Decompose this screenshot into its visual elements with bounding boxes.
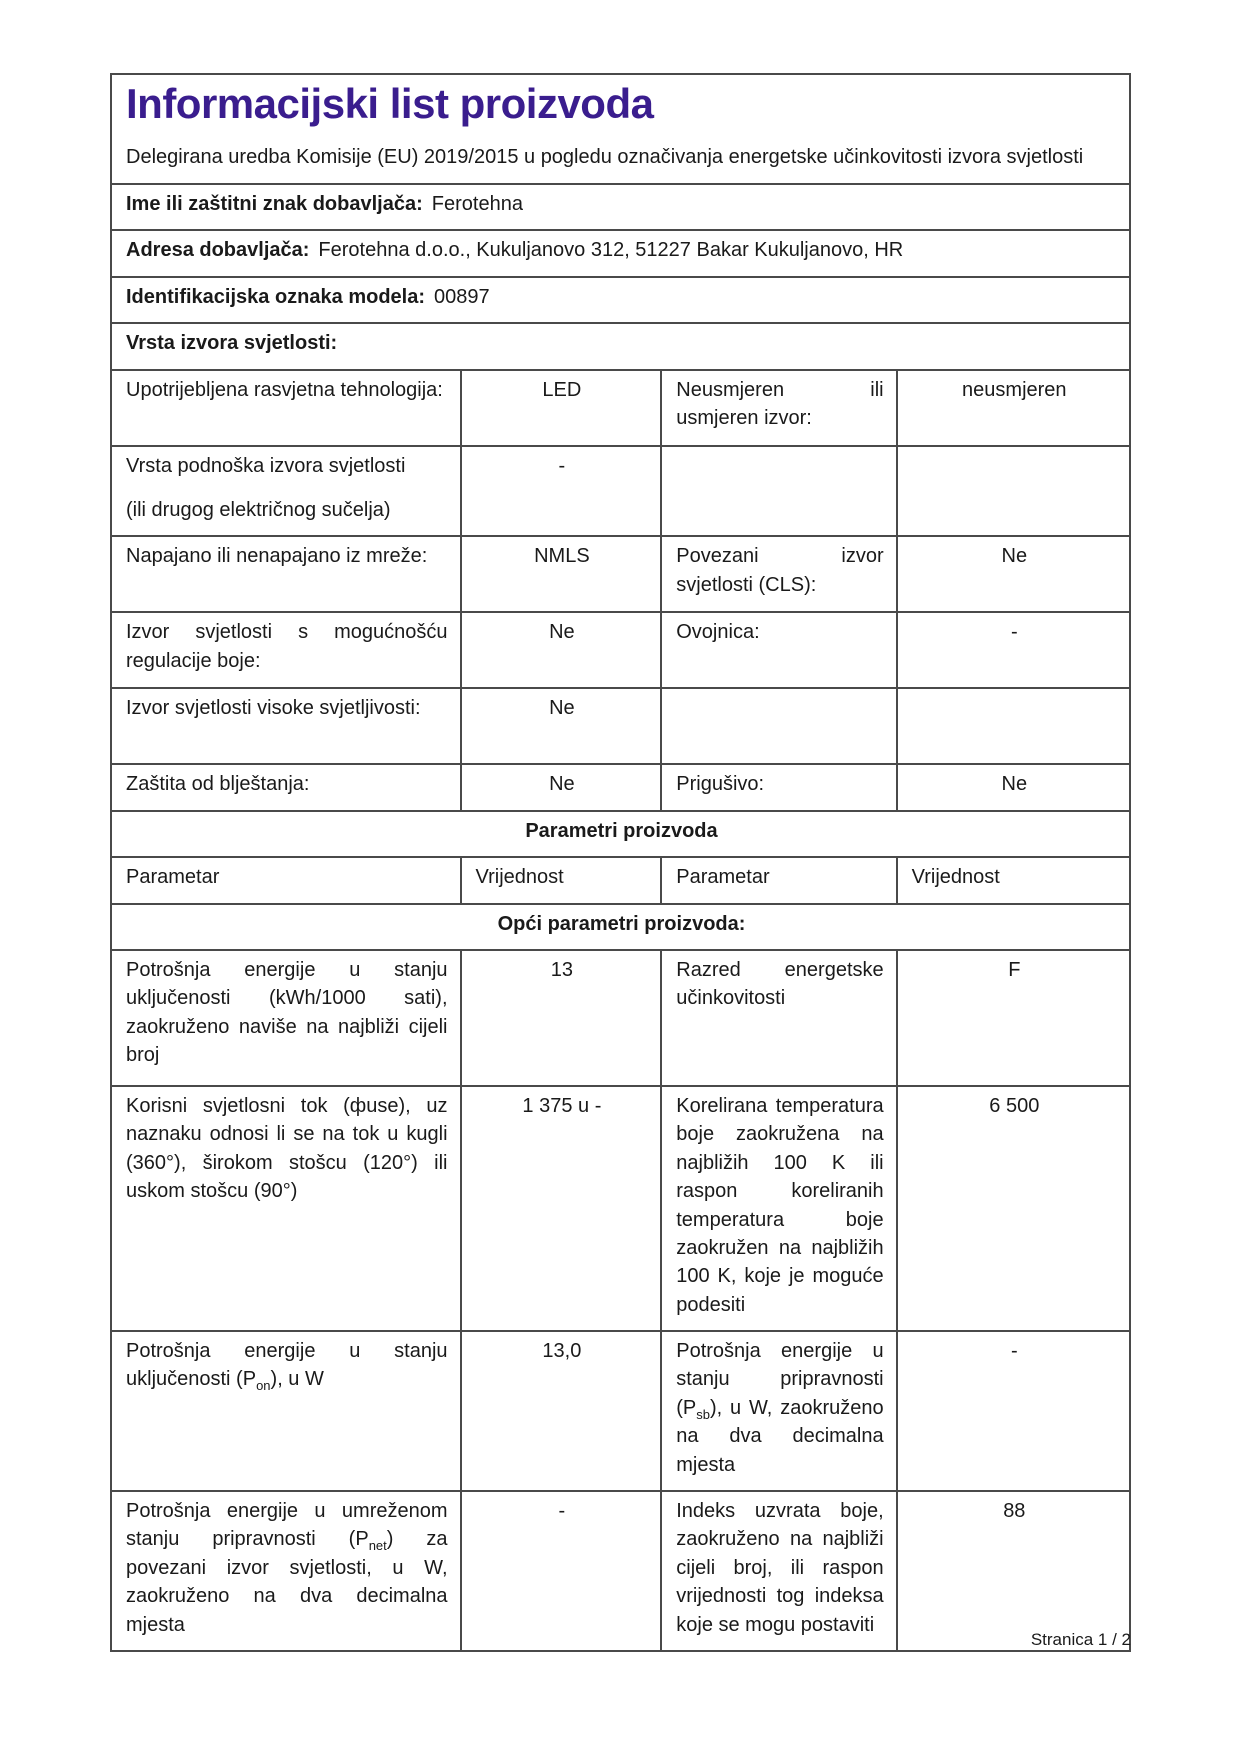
param-label: Izvor svjetlosti s mogućnošću regulacije boje: xyxy=(111,612,461,688)
supplier-address-label: Adresa dobavljača: xyxy=(126,239,310,262)
supplier-name-label: Ime ili zaštitni znak dobavljača: xyxy=(126,193,423,216)
table-row xyxy=(111,1491,1130,1651)
param-value: F xyxy=(897,950,1130,1086)
param-value: - xyxy=(461,446,662,537)
param-value xyxy=(897,688,1130,764)
column-header-row xyxy=(111,857,1130,903)
title-cell xyxy=(111,74,1130,184)
param-label-text: Potrošnja energije u stanju uključenosti (P xyxy=(126,1340,448,1391)
param-label xyxy=(661,1331,896,1491)
param-label-text: ), u W xyxy=(270,1368,324,1391)
model-id-row xyxy=(111,277,1130,323)
column-header-parameter-1: Parametar xyxy=(111,857,461,903)
column-header-value-1: Vrijednost xyxy=(461,857,662,903)
column-header-value-2: Vrijednost xyxy=(897,857,1130,903)
param-value: 13,0 xyxy=(461,1331,662,1491)
param-label: Napajano ili nenapajano iz mreže: xyxy=(111,536,461,612)
param-value: neusmjeren xyxy=(897,370,1130,446)
param-label: Neusmjeren ili usmjeren izvor: xyxy=(661,370,896,446)
column-header-parameter-2: Parametar xyxy=(661,857,896,903)
supplier-address-row xyxy=(111,230,1130,276)
param-label xyxy=(111,446,461,537)
param-value: 88 xyxy=(897,1491,1130,1651)
param-label: Povezani izvor svjetlosti (CLS): xyxy=(661,536,896,612)
page-title: Informacijski list proizvoda xyxy=(126,80,654,127)
param-label: Indeks uzvrata boje, zaokruženo na najbliži cijeli broj, ili raspon vrijednosti tog indeksa koje se mogu postaviti xyxy=(661,1491,896,1651)
supplier-name-value: Ferotehna xyxy=(431,193,523,216)
table-row xyxy=(111,370,1130,446)
param-value: - xyxy=(897,1331,1130,1491)
model-id-label: Identifikacijska oznaka modela: xyxy=(126,285,425,308)
table-row xyxy=(111,612,1130,688)
supplier-name-cell xyxy=(111,184,1130,230)
param-label: Zaštita od blještanja: xyxy=(111,764,461,810)
page-subtitle: Delegirana uredba Komisije (EU) 2019/2015 u pogledu označivanja energetske učinkovitosti izvora svjetlosti xyxy=(126,146,1084,169)
table-row xyxy=(111,536,1130,612)
param-label xyxy=(661,446,896,537)
general-parameters-heading-row xyxy=(111,904,1130,950)
product-information-table xyxy=(110,73,1131,1652)
table-row xyxy=(111,950,1130,1086)
general-parameters-heading: Opći parametri proizvoda: xyxy=(111,904,1130,950)
param-label-subscript: sb xyxy=(696,1406,710,1422)
param-value: 1 375 u - xyxy=(461,1086,662,1331)
param-value: NMLS xyxy=(461,536,662,612)
light-source-type-heading-row xyxy=(111,323,1130,369)
param-value: Ne xyxy=(461,612,662,688)
param-label xyxy=(661,688,896,764)
param-label: Prigušivo: xyxy=(661,764,896,810)
title-row xyxy=(111,74,1130,184)
model-id-value: 00897 xyxy=(434,285,490,308)
product-parameters-heading: Parametri proizvoda xyxy=(111,811,1130,857)
supplier-address-cell xyxy=(111,230,1130,276)
param-label: Izvor svjetlosti visoke svjetljivosti: xyxy=(111,688,461,764)
supplier-address-value: Ferotehna d.o.o., Kukuljanovo 312, 51227 Bakar Kukuljanovo, HR xyxy=(318,239,904,262)
param-label: Korelirana temperatura boje zaokružena na najbližih 100 K ili raspon koreliranih temperatura boje zaokružen na najbližih 100 K, koje je moguće podesiti xyxy=(661,1086,896,1331)
param-label: Razred energetske učinkovitosti xyxy=(661,950,896,1086)
param-value: 13 xyxy=(461,950,662,1086)
param-label-subscript: net xyxy=(368,1538,387,1554)
table-row xyxy=(111,688,1130,764)
table-row xyxy=(111,1086,1130,1331)
param-label-text: ) za povezani izvor svjetlosti, u W, zaokruženo na dva decimalna mjesta xyxy=(126,1528,448,1636)
param-label xyxy=(111,1491,461,1651)
param-value: - xyxy=(897,612,1130,688)
supplier-name-row xyxy=(111,184,1130,230)
page-number: Stranica 1 / 2 xyxy=(1030,1630,1131,1649)
param-label-line: (ili drugog električnog sučelja) xyxy=(126,498,391,521)
param-value: LED xyxy=(461,370,662,446)
table-row xyxy=(111,1331,1130,1491)
param-value: Ne xyxy=(897,764,1130,810)
param-value: Ne xyxy=(897,536,1130,612)
param-value xyxy=(897,446,1130,537)
param-label: Korisni svjetlosni tok (фuse), uz naznaku odnosi li se na tok u kugli (360°), širokom stošcu (120°) ili uskom stošcu (90°) xyxy=(111,1086,461,1331)
param-value: 6 500 xyxy=(897,1086,1130,1331)
param-label-text: Potrošnja energije u umreženom stanju pripravnosti (P xyxy=(126,1500,448,1551)
param-label-line: Vrsta podnoška izvora svjetlosti xyxy=(126,454,406,477)
param-label-text: ), u W, zaokruženo na dva decimalna mjesta xyxy=(676,1396,884,1476)
model-id-cell xyxy=(111,277,1130,323)
param-label-subscript: on xyxy=(256,1378,271,1394)
product-parameters-heading-row xyxy=(111,811,1130,857)
param-label-text: Potrošnja energije u stanju pripravnosti (P xyxy=(676,1340,884,1419)
param-label: Ovojnica: xyxy=(661,612,896,688)
table-row xyxy=(111,764,1130,810)
param-value: Ne xyxy=(461,764,662,810)
light-source-type-heading: Vrsta izvora svjetlosti: xyxy=(111,323,1130,369)
param-value: - xyxy=(461,1491,662,1651)
param-label xyxy=(111,1331,461,1491)
table-row xyxy=(111,446,1130,537)
param-label: Potrošnja energije u stanju uključenosti (kWh/1000 sati), zaokruženo naviše na najbliži cijeli broj xyxy=(111,950,461,1086)
param-value: Ne xyxy=(461,688,662,764)
param-label: Upotrijebljena rasvjetna tehnologija: xyxy=(111,370,461,446)
